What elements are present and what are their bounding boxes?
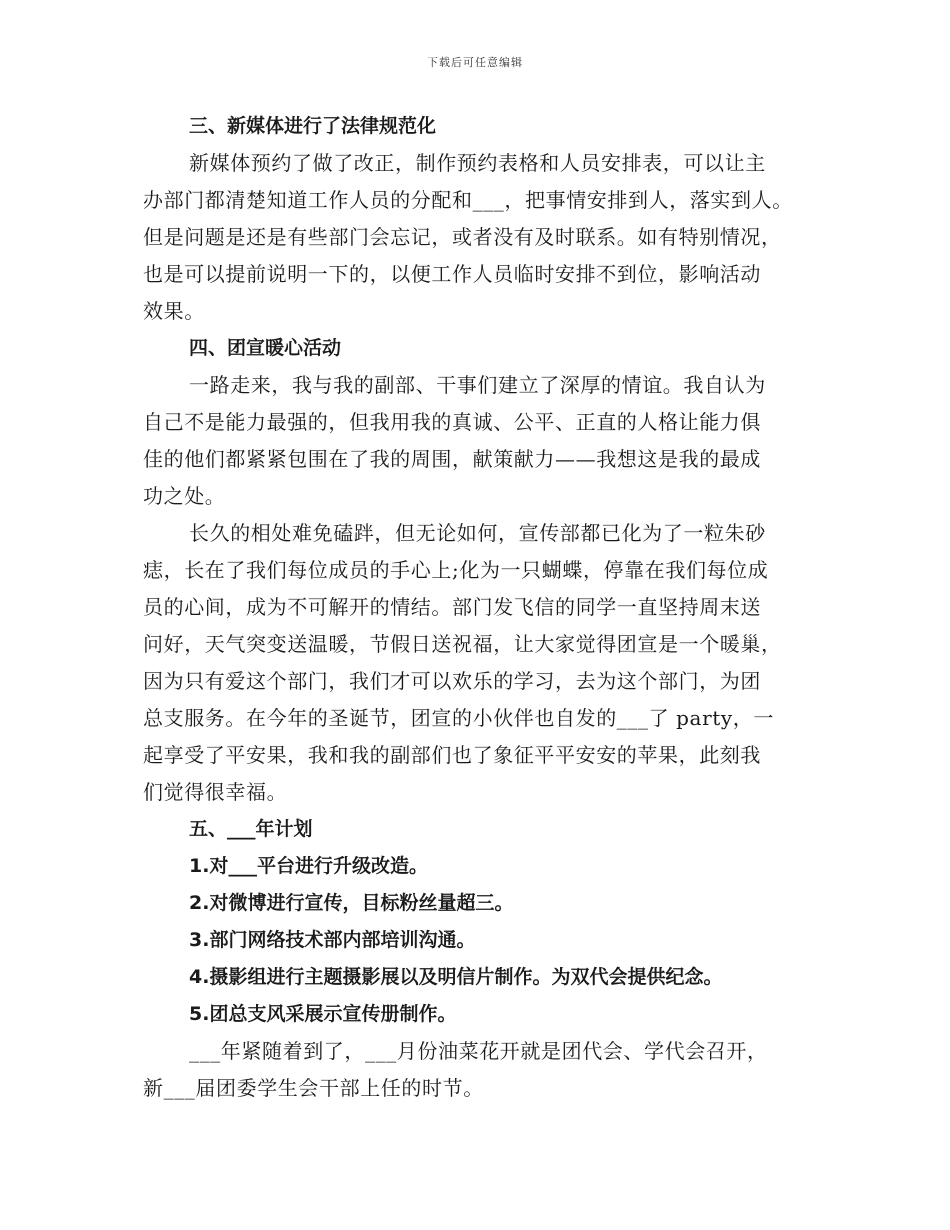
paragraph-line: 总支服务。在今年的圣诞节，团宣的小伙伴也自发的___了 party，一: [143, 706, 774, 730]
plan-item: 4.摄影组进行主题摄影展以及明信片制作。为双代会提供纪念。: [189, 966, 723, 988]
section-4-heading: 四、团宣暖心活动: [189, 337, 342, 359]
paragraph-line: 自己不是能力最强的，但我用我的真诚、公平、正直的人格让能力俱: [143, 410, 761, 434]
paragraph-line: 们觉得很幸福。: [143, 780, 288, 804]
paragraph-line: 问好，天气突变送温暖，节假日送祝福，让大家觉得团宣是一个暖巢，: [143, 632, 782, 656]
paragraph-line: 痣，长在了我们每位成员的手心上;化为一只蝴蝶，停靠在我们每位成: [143, 558, 769, 582]
paragraph-line: 也是可以提前说明一下的，以便工作人员临时安排不到位，影响活动: [143, 262, 761, 286]
paragraph-line: 佳的他们都紧紧包围在了我的周围，献策献力——我想这是我的最成: [143, 447, 761, 471]
paragraph-line: 新媒体预约了做了改正，制作预约表格和人员安排表，可以让主: [189, 151, 766, 175]
section-3-paragraph: [143, 145, 827, 330]
paragraph-line: 员的心间，成为不可解开的情结。部门发飞信的同学一直坚持周末送: [143, 595, 761, 619]
plan-item: 2.对微博进行宣传，目标粉丝量超三。: [189, 892, 514, 914]
paragraph-line: ___年紧随着到了，___月份油菜花开就是团代会、学代会召开，: [189, 1039, 768, 1063]
paragraph-line: 起享受了平安果，我和我的副部们也了象征平平安安的苹果，此刻我: [143, 743, 761, 767]
paragraph-line: 长久的相处难免磕跘，但无论如何，宣传部都已化为了一粒朱砂: [189, 521, 766, 545]
section-5-heading: 五、___年计划: [189, 818, 313, 840]
paragraph-line: 效果。: [143, 299, 205, 323]
section-3-heading: 三、新媒体进行了法律规范化: [189, 115, 437, 137]
paragraph-line: 但是问题是还是有些部门会忘记，或者没有及时联系。如有特别情况，: [143, 225, 782, 249]
plan-item: 3.部门网络技术部内部培训沟通。: [189, 929, 476, 951]
paragraph-line: 因为只有爱这个部门，我们才可以欢乐的学习，去为这个部门，为团: [143, 669, 761, 693]
section-4-paragraph-2: [143, 515, 827, 811]
plan-item: 1.对___平台进行升级改造。: [189, 855, 428, 877]
section-4-paragraph-1: [143, 367, 827, 515]
document-body: [143, 108, 827, 1107]
closing-paragraph: [143, 1033, 827, 1107]
paragraph-line: 新___届团委学生会干部上任的时节。: [143, 1076, 484, 1100]
paragraph-line: 功之处。: [143, 484, 226, 508]
paragraph-line: 一路走来，我与我的副部、干事们建立了深厚的情谊。我自认为: [189, 373, 766, 397]
paragraph-line: 办部门都清楚知道工作人员的分配和___，把事情安排到人，落实到人。: [143, 188, 793, 212]
plan-item: 5.团总支风采展示宣传册制作。: [189, 1003, 457, 1025]
header-note: 下载后可任意编辑: [427, 56, 523, 69]
